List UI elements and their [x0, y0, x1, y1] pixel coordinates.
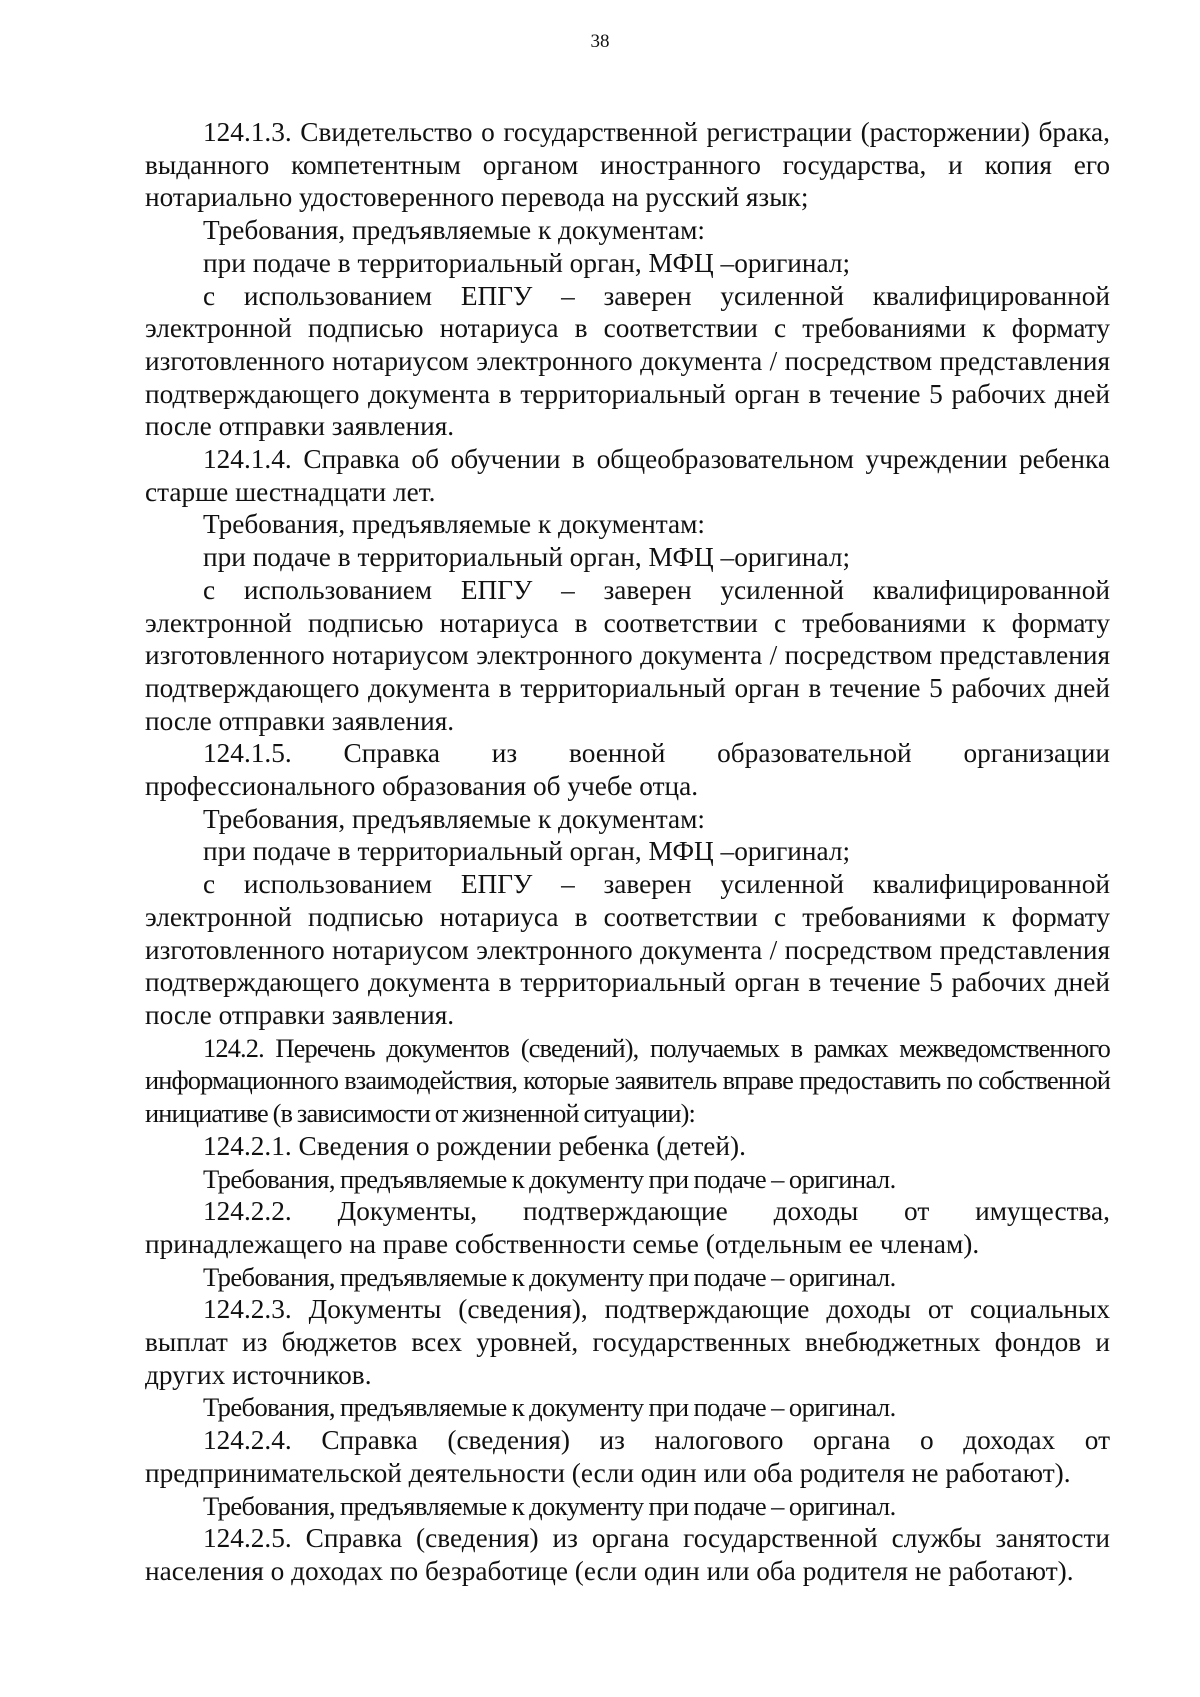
requirement-in-person: при подаче в территориальный орган, МФЦ –оригинал;: [203, 247, 851, 278]
paragraph-124-2-5: 124.2.5. Справка (сведения) из органа государственной службы занятости населения о доходах по безработице (если один или оба родителя не работают).: [145, 1523, 1110, 1586]
paragraph-124-2-3: 124.2.3. Документы (сведения), подтверждающие доходы от социальных выплат из бюджетов всех уровней, государственных внебюджетных фондов и других источников.: [145, 1294, 1110, 1390]
requirement-in-person: при подаче в территориальный орган, МФЦ –оригинал;: [203, 542, 851, 573]
document-body: [145, 116, 1110, 1588]
requirements-heading: Требования, предъявляемые к документам:: [203, 509, 705, 540]
paragraph-124-2-2: 124.2.2. Документы, подтверждающие доходы от имущества, принадлежащего на праве собственности семье (отдельным ее членам).: [145, 1196, 1110, 1259]
requirement-epgu: с использованием ЕПГУ – заверен усиленной квалифицированной электронной подписью нотариуса в соответствии с требованиями к формату изготовленного нотариусом электронного документа / посредством представления подтверждающего документа в территориальный орган в течение 5 рабочих дней после отправки заявления.: [145, 574, 1110, 736]
paragraph-124-1-3: 124.1.3. Свидетельство о государственной регистрации (расторжении) брака, выданного компетентным органом иностранного государства, и копия его нотариально удостоверенного перевода на русский язык;: [145, 117, 1110, 213]
paragraph-124-2-4: 124.2.4. Справка (сведения) из налогового органа о доходах от предпринимательской деятельности (если один или оба родителя не работают).: [145, 1425, 1110, 1488]
paragraph-124-1-4: 124.1.4. Справка об обучении в общеобразовательном учреждении ребенка старше шестнадцати лет.: [145, 444, 1110, 507]
requirements-heading: Требования, предъявляемые к документам:: [203, 803, 705, 834]
requirements-heading: Требования, предъявляемые к документам:: [203, 215, 705, 246]
requirement-original: Требования, предъявляемые к документу при подаче – оригинал.: [203, 1392, 896, 1423]
paragraph-124-2: 124.2. Перечень документов (сведений), получаемых в рамках межведомственного информационного взаимодействия, которые заявитель вправе предоставить по собственной инициативе (в зависимости от жизненной ситуации):: [145, 1032, 1110, 1129]
requirement-in-person: при подаче в территориальный орган, МФЦ –оригинал;: [203, 836, 851, 867]
page-number: 38: [590, 31, 610, 52]
requirement-original: Требования, предъявляемые к документу при подаче – оригинал.: [203, 1490, 896, 1521]
requirement-epgu: с использованием ЕПГУ – заверен усиленной квалифицированной электронной подписью нотариуса в соответствии с требованиями к формату изготовленного нотариусом электронного документа / посредством представления подтверждающего документа в территориальный орган в течение 5 рабочих дней после отправки заявления.: [145, 280, 1110, 442]
requirement-epgu: с использованием ЕПГУ – заверен усиленной квалифицированной электронной подписью нотариуса в соответствии с требованиями к формату изготовленного нотариусом электронного документа / посредством представления подтверждающего документа в территориальный орган в течение 5 рабочих дней после отправки заявления.: [145, 869, 1110, 1030]
paragraph-124-2-1: 124.2.1. Сведения о рождении ребенка (детей).: [203, 1130, 746, 1161]
requirement-original: Требования, предъявляемые к документу при подаче – оригинал.: [203, 1163, 896, 1194]
paragraph-124-1-5: 124.1.5. Справка из военной образовательной организации профессионального образования об учебе отца.: [145, 738, 1110, 802]
requirement-original: Требования, предъявляемые к документу при подаче – оригинал.: [203, 1261, 896, 1292]
